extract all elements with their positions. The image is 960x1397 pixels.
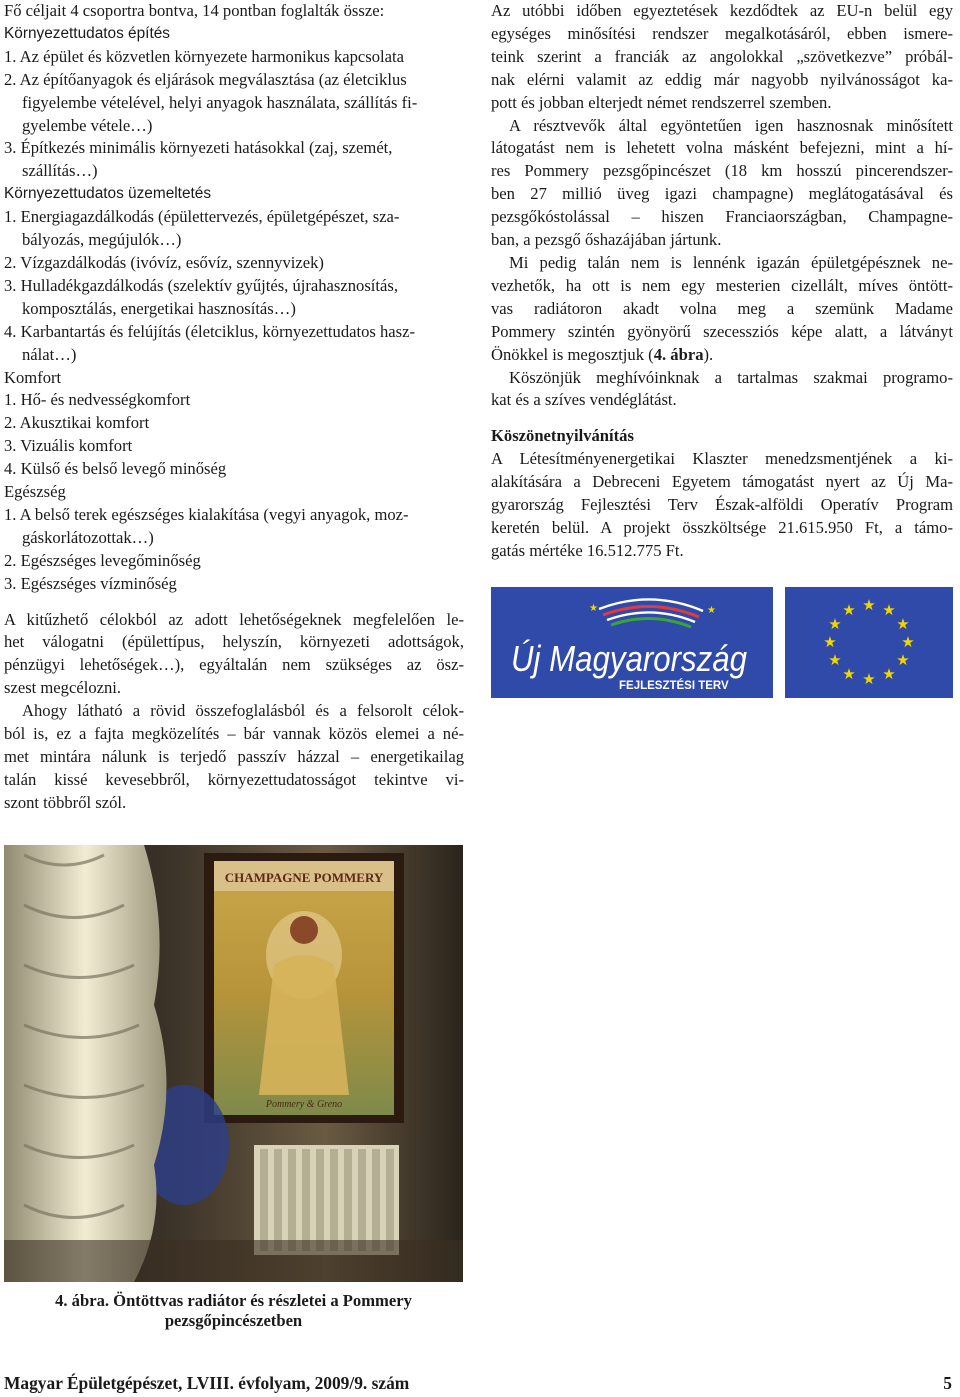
text-line: Ahogy látható a rövid összefoglalásból és a felsorolt célok- [22, 701, 464, 721]
paragraph [491, 115, 953, 252]
list-item: 3. Egészséges vízminőség [4, 573, 177, 593]
text-line: ban, a pezsgő őshazájában jártunk. [491, 230, 722, 250]
list-item: 1. Energiagazdálkodás (épülettervezés, épületgépészet, sza- [4, 207, 400, 227]
journal-footer: Magyar Épületgépészet, LVIII. évfolyam, 2009/9. szám [4, 1373, 410, 1393]
list-item: 1. Hő- és nedvességkomfort [4, 390, 191, 410]
text-line: Az utóbbi időben egyeztetések kezdődtek az EU-n belül egy [491, 1, 953, 20]
paragraph [491, 252, 953, 367]
category-heading: Környezettudatos építés [4, 24, 170, 42]
left-column [4, 0, 464, 815]
text-line [491, 344, 953, 367]
svg-text:★: ★ [828, 651, 842, 669]
logo-title: Új Magyarország [511, 638, 747, 679]
text-line: Fő céljait 4 csoportra bontva, 14 pontban foglalták össze: [4, 1, 385, 20]
text-line: met mintára nálunk is terjedő passzív házzal – energetikailag [4, 747, 464, 766]
caption-line: pezsgőpincészetben [164, 1311, 303, 1330]
caption-line: 4. ábra. Öntöttvas radiátor és részletei a Pommery [55, 1291, 412, 1310]
right-column [491, 0, 953, 563]
svg-text:★: ★ [862, 670, 876, 688]
list-item-continued: figyelembe vételével, helyi anyagok használata, szállítás fi- [22, 92, 418, 112]
svg-text:★: ★ [901, 633, 915, 651]
figure-reference: 4. ábra [653, 344, 704, 364]
list-item: 1. A belső terek egészséges kialakítása (vegyi anyagok, moz- [4, 504, 409, 524]
svg-text:★: ★ [842, 601, 856, 619]
text-span: ). [703, 344, 714, 364]
svg-text:★: ★ [842, 665, 856, 683]
svg-text:★: ★ [828, 615, 842, 633]
text-line: pott és jobban elterjedt német rendszerrel szemben. [491, 92, 832, 112]
text-line: szont többről szól. [4, 792, 127, 812]
figure-caption [4, 1291, 463, 1331]
paragraph [4, 700, 464, 815]
svg-text:★: ★ [707, 605, 716, 616]
text-line: kat és a szíves vendéglátást. [491, 390, 677, 410]
text-line: pénzügyi lehetőségek…), egyáltalán nem szükséges az ösz- [4, 655, 464, 675]
category-heading: Környezettudatos üzemeltetés [4, 185, 212, 203]
text-line: látogatást nem is lehetett volna másként befejezni, mint a hí- [491, 138, 953, 158]
text-line: res Pommery pezsgőpincészet (18 km hosszú pincerendszer- [491, 161, 953, 181]
text-line: szest megcélozni. [4, 678, 122, 698]
radiator-photo [4, 845, 463, 1282]
list-item: 4. Külső és belső levegő minőség [4, 459, 227, 479]
list-item: 2. Vízgazdálkodás (ivóvíz, esővíz, szennyvizek) [4, 252, 324, 272]
list-item: 2. Az építőanyagok és eljárások megválasztása (az életciklus [4, 69, 407, 89]
paragraph [491, 367, 953, 413]
text-line: nak elérni valamit az eddig már nagyobb nyilvánosságot ka- [491, 69, 953, 89]
paragraph [4, 609, 464, 701]
list-item-continued: gáskorlátozottak…) [22, 527, 154, 547]
list-item: 3. Építkezés minimális környezeti hatásokkal (zaj, szemét, [4, 138, 393, 158]
uj-magyarorszag-logo-graphic [491, 587, 773, 698]
svg-text:★: ★ [882, 665, 896, 683]
text-line: vas radiátoron akadt volna meg a szemünk Madame [491, 298, 953, 318]
page-number: 5 [943, 1373, 952, 1393]
text-line: gatás mértéke 16.512.775 Ft. [491, 540, 684, 560]
eu-stars [785, 587, 953, 698]
text-line: het válogatni (épülettípus, helyszín, környezeti adottságok, [4, 632, 464, 652]
svg-text:★: ★ [862, 596, 876, 614]
list-item-continued: komposztálás, energetikai hasznosítás…) [22, 298, 296, 318]
text-line: Mi pedig talán nem is lennénk igazán épületgépésznek ne- [509, 252, 953, 272]
svg-text:★: ★ [896, 615, 910, 633]
acknowledgement-paragraph [491, 448, 953, 563]
text-line: teink szerint a franciák az angolokkal „szövetkezve” próbál- [491, 46, 953, 66]
svg-text:★: ★ [882, 601, 896, 619]
list-item-continued: bályozás, megújulók…) [22, 230, 182, 250]
list-item: 4. Karbantartás és felújítás (életciklus, környezettudatos hasz- [4, 321, 416, 341]
list-item: 2. Akusztikai komfort [4, 413, 150, 433]
text-line: gyarország Fejlesztési Terv Észak-alföldi Operatív Program [491, 495, 953, 515]
list-item: 1. Az épület és közvetlen környezete harmonikus kapcsolata [4, 46, 404, 66]
list-item: 3. Hulladékgazdálkodás (szelektív gyűjtés, újrahasznosítás, [4, 275, 398, 295]
svg-text:★: ★ [589, 603, 598, 614]
text-line: vezhetők, ha ott is nem egy mesterien cizellált, míves öntött- [491, 275, 953, 295]
text-line: Pommery szintén gyönyörű szecessziós képe alatt, a látványt [491, 321, 953, 341]
text-line: egységes minősítési rendszer megalkotásáról, ebben ismere- [491, 23, 953, 43]
text-line: talán kissé kevesebbről, környezettudatosságot tekintve vi- [4, 769, 464, 789]
eu-flag-logo [785, 587, 953, 698]
text-line: ben 27 millió üveg igazi champagne) meglátogatásával és [491, 184, 953, 204]
svg-text:★: ★ [896, 651, 910, 669]
list-item-continued: nálat…) [22, 344, 77, 364]
logo-subtitle: FEJLESZTÉSI TERV [619, 680, 729, 692]
text-line: ból is, ez a fajta megközelítés – bár vannak közös elemei a né- [4, 724, 464, 744]
intro-list [4, 0, 464, 596]
acknowledgement-heading: Köszönetnyilvánítás [491, 426, 634, 446]
list-item-continued: gyelembe vétele…) [22, 115, 153, 135]
text-line: Köszönjük meghívóinknak a tartalmas szakmai programo- [509, 367, 953, 387]
text-line: pezsgőkóstolással – hiszen Franciaországban, Champagne- [491, 207, 953, 227]
list-item: 3. Vizuális komfort [4, 436, 133, 456]
text-line: A kitűzhető célokból az adott lehetőségeknek megfelelően le- [4, 609, 464, 629]
list-item-continued: szállítás…) [22, 161, 98, 181]
uj-magyarorszag-logo [491, 587, 773, 698]
category-heading: Egészség [4, 482, 66, 502]
poster-signature: Pommery & Greno [265, 1099, 343, 1110]
text-line: A résztvevők által egyöntetűen igen hasznosnak minősített [509, 115, 953, 135]
text-line: keretén belül. A projekt összköltsége 21.615.950 Ft, a támo- [491, 517, 953, 537]
list-item: 2. Egészséges levegőminőség [4, 550, 201, 570]
text-line: alakítására a Debreceni Egyetem támogatást nyert az Új Ma- [491, 472, 953, 492]
radiator-photo-graphic [4, 845, 463, 1282]
paragraph [491, 0, 953, 115]
poster-title: CHAMPAGNE POMMERY [224, 870, 384, 885]
text-span: Önökkel is megosztjuk ( [491, 344, 654, 364]
category-heading: Komfort [4, 367, 62, 387]
text-line: A Létesítményenergetikai Klaszter menedzsmentjének a ki- [491, 449, 953, 469]
svg-text:★: ★ [823, 633, 837, 651]
